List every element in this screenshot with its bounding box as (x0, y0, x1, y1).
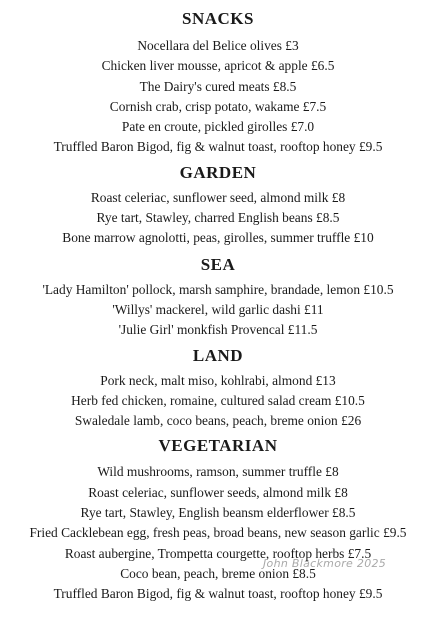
menu-item: Roast celeriac, sunflower seeds, almond milk £8 (88, 484, 348, 500)
menu-item: Coco bean, peach, breme onion £8.5 (120, 565, 316, 581)
section-title-land: LAND (192, 345, 244, 365)
menu-item: Roast celeriac, sunflower seed, almond milk £8 (90, 189, 346, 205)
menu-item: Truffled Baron Bigod, fig & walnut toast, rooftop honey £9.5 (53, 139, 383, 155)
section-snacks (0, 0, 436, 158)
menu-item: Cornish crab, crisp potato, wakame £7.5 (109, 98, 327, 114)
menu-item: Nocellara del Belice olives £3 (137, 38, 299, 53)
section-title-sea: SEA (200, 254, 236, 274)
photographer-watermark: John Blackmore 2025 (263, 557, 387, 570)
section-sea (0, 249, 436, 341)
section-land (0, 341, 436, 432)
section-title-garden: GARDEN (179, 162, 257, 182)
menu-item: Rye tart, Stawley, charred English beans £8.5 (96, 210, 340, 226)
menu-item: 'Willys' mackerel, wild garlic dashi £11 (112, 301, 324, 317)
menu-item: Rye tart, Stawley, English beansm elderflower £8.5 (80, 505, 356, 521)
menu-item: Chicken liver mousse, apricot & apple £6.5 (101, 58, 335, 74)
menu-item: Pate en croute, pickled girolles £7.0 (121, 119, 315, 135)
menu-item: 'Lady Hamilton' pollock, marsh samphire, brandade, lemon £10.5 (42, 281, 394, 297)
menu-item: The Dairy's cured meats £8.5 (139, 78, 297, 94)
menu-item: Fried Cacklebean egg, fresh peas, broad beans, new season garlic £9.5 (29, 525, 407, 541)
menu-item: 'Julie Girl' monkfish Provencal £11.5 (118, 322, 318, 338)
menu-item: Herb fed chicken, romaine, cultured salad cream £10.5 (71, 392, 365, 408)
section-vegetarian (0, 431, 436, 604)
menu-item: Roast aubergine, Trompetta courgette, rooftop herbs £7.5 (64, 545, 372, 561)
section-title-vegetarian: VEGETARIAN (158, 436, 278, 456)
menu-item: Pork neck, malt miso, kohlrabi, almond £13 (100, 372, 336, 388)
menu-item: Swaledale lamb, coco beans, peach, breme onion £26 (74, 413, 362, 429)
section-title-snacks: SNACKS (182, 9, 254, 28)
menu-item: Wild mushrooms, ramson, summer truffle £8 (97, 464, 339, 480)
menu-item: Bone marrow agnolotti, peas, girolles, summer truffle £10 (62, 230, 374, 246)
menu-item: Truffled Baron Bigod, fig & walnut toast, rooftop honey £9.5 (53, 586, 383, 602)
section-garden (0, 158, 436, 249)
